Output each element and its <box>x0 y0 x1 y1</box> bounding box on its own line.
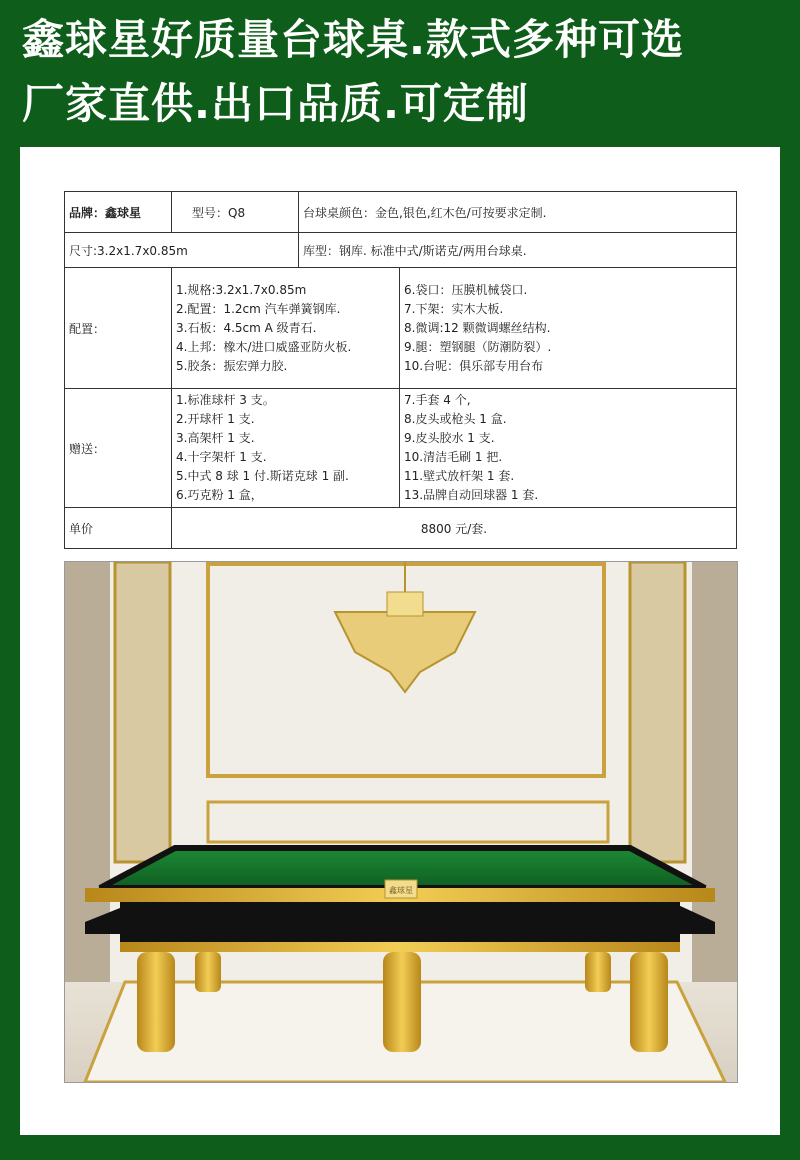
list-item: 7.下架：实木大板. <box>404 301 504 316</box>
gift-label: 赠送： <box>65 389 172 508</box>
size-cell: 尺寸:3.2x1.7x0.85m <box>65 233 299 268</box>
spec-table <box>64 191 737 549</box>
banner-title-line1: 鑫球星好质量台球桌.款式多种可选 <box>22 15 684 64</box>
billiard-room-illustration <box>65 562 737 1082</box>
list-item: 8.微调:12 颗微调螺丝结构. <box>404 320 551 335</box>
list-item: 4.上邦：橡木/进口威盛亚防火板. <box>176 339 352 354</box>
list-item: 7.手套 4 个, <box>404 393 471 407</box>
list-item: 4.十字架杆 1 支. <box>176 450 267 464</box>
config-right-list <box>404 281 732 376</box>
colors-cell: 台球桌颜色：金色,银色,红木色/可按要求定制. <box>299 192 737 233</box>
list-item: 10.清洁毛刷 1 把. <box>404 450 503 464</box>
list-item: 13.品牌自动回球器 1 套. <box>404 488 539 502</box>
banner-title-line2: 厂家直供.出口品质.可定制 <box>22 79 529 128</box>
list-item: 2.配置：1.2cm 汽车弹簧钢库. <box>176 301 341 316</box>
list-item: 9.腿：塑钢腿（防潮防裂）. <box>404 339 552 354</box>
list-item: 2.开球杆 1 支. <box>176 412 255 426</box>
left-ornament-panel <box>115 562 170 862</box>
price-label: 单价 <box>65 508 172 549</box>
list-item: 3.高架杆 1 支. <box>176 431 255 445</box>
right-ornament-panel <box>630 562 685 862</box>
table-badge-text: 鑫球星 <box>389 886 413 895</box>
product-photo <box>64 561 738 1083</box>
list-item: 1.标准球杆 3 支。 <box>176 393 275 407</box>
config-label: 配置： <box>65 268 172 389</box>
gift-right-cell <box>400 389 737 508</box>
gift-left-cell <box>172 389 400 508</box>
header-banner <box>0 0 800 145</box>
gift-left-list <box>176 391 395 505</box>
table-lower-trim <box>120 942 680 952</box>
gift-right-list <box>404 391 732 505</box>
list-item: 6.袋口：压膜机械袋口. <box>404 282 528 297</box>
library-cell: 库型：钢库. 标准中式/斯诺克/两用台球桌. <box>299 233 737 268</box>
config-right-cell <box>400 268 737 389</box>
table-apron <box>120 902 680 944</box>
list-item: 6.巧克粉 1 盒， <box>176 488 263 502</box>
model-cell: 型号：Q8 <box>172 192 299 233</box>
list-item: 1.规格:3.2x1.7x0.85m <box>176 282 307 297</box>
config-left-cell <box>172 268 400 389</box>
config-left-list <box>176 281 395 376</box>
list-item: 11.壁式放杆架 1 套. <box>404 469 515 483</box>
list-item: 5.胶条：振宏弹力胶. <box>176 358 288 373</box>
list-item: 5.中式 8 球 1 付.斯诺克球 1 副. <box>176 469 349 483</box>
list-item: 10.台呢：俱乐部专用台布 <box>404 358 544 373</box>
list-item: 9.皮头胶水 1 支. <box>404 431 495 445</box>
list-item: 8.皮头或枪头 1 盒. <box>404 412 507 426</box>
product-card <box>20 147 780 1135</box>
brand-cell: 品牌：鑫球星 <box>65 192 172 233</box>
list-item: 3.石板：4.5cm A 级青石. <box>176 320 317 335</box>
price-value: 8800 元/套. <box>172 508 737 549</box>
